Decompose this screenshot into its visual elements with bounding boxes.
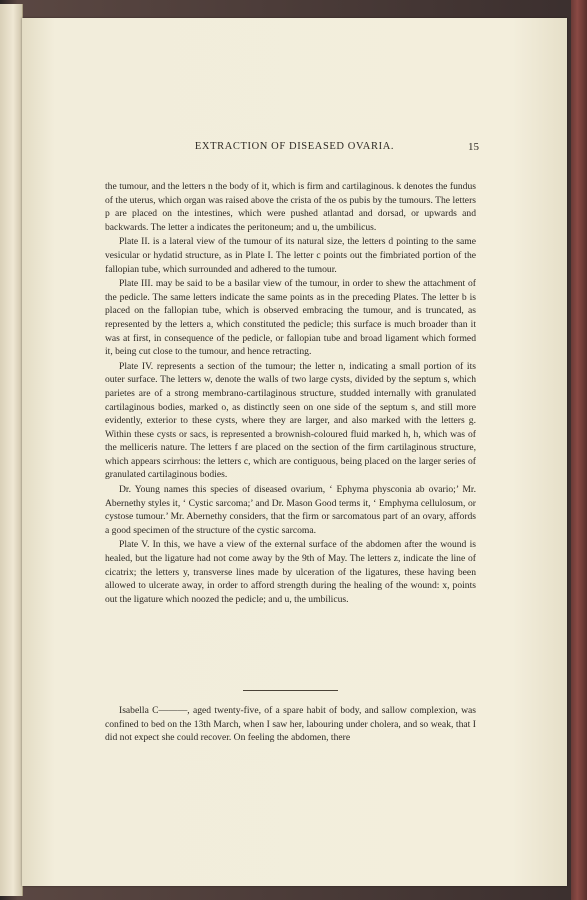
running-head: [22, 141, 567, 155]
running-title: EXTRACTION OF DISEASED OVARIA.: [194, 141, 395, 152]
cover-edge: [571, 0, 587, 900]
page-number: 15: [468, 141, 479, 153]
case-paragraph: Isabella C———, aged twenty-five, of a spare habit of body, and sallow complexion, was confined to bed on the 13th March, when I saw her, labouring under cholera, and so weak, that I did not expect she could recover. On feeling the abdomen, there: [105, 705, 476, 744]
book-page: [22, 18, 567, 886]
main-text: [105, 180, 476, 607]
paragraph: the tumour, and the letters n the body of it, which is firm and cartilaginous. k denotes the fundus of the uterus, which organ was raised above the crista of the os pubis by the tumours. The letters p are placed on the intestines, which were pushed atlantad and dorsad, or upwards and backwards. The letter a indicates the peritoneum; and u, the umbilicus.: [105, 181, 476, 233]
paragraph: Plate IV. represents a section of the tumour; the letter n, indicating a small portion of its outer surface. The letters w, denote the walls of two large cysts, divided by the septum s, which parietes are of a strong membrano-cartilaginous structure, studded internally with granulated cartilaginous bodies, marked o, as distinctly seen on one side of the septum s, and still more evidently, exterior to these cysts, where they are larger, and also marked with the letters g. Within these cysts or sacs, is represented a brownish-coloured fluid marked h, h, which was of the melliceris nature. The letters f are placed on the section of the firm cartilaginous structure, which appears scirrhous: the letters c, which are contiguous, being placed on the larger series of granulated cartilaginous bodies.: [105, 360, 476, 481]
paragraph: Plate V. In this, we have a view of the external surface of the abdomen after the wound is healed, but the ligature had not come away by the 9th of May. The letters z, indicate the line of cicatrix; the letters y, transverse lines made by ulceration of the ligatures, these having been allowed to ulcerate away, in order to afford strength during the healing of the wound: x, points out the ligature which noozed the pedicle; and u, the umbilicus.: [105, 539, 476, 605]
paragraph: Dr. Young names this species of diseased ovarium, ‘ Ephyma physconia ab ovario;’ Mr. Abernethy styles it, ‘ Cystic sarcoma;’ and Dr. Mason Good terms it, ‘ Emphyma cellulosum, or cystose tumour.’ Mr. Abernethy considers, that the firm or sarcomatous part of an ovary, affords a good specimen of the structure of the cystic sarcoma.: [105, 484, 476, 536]
case-text: [105, 704, 476, 745]
section-divider: [243, 690, 338, 691]
paragraph: Plate III. may be said to be a basilar view of the tumour, in order to shew the attachment of the pedicle. The same letters indicate the same points as in the preceding Plates. The letter b is placed on the fallopian tube, which is observed embracing the tumour, and is truncated, as represented by the letters a, which constituted the pedicle; this surface is much broader than it was at first, in consequence of the pedicle, or fallopian tube and broad ligament which formed it, being cut close to the tumour, and hence retracting.: [105, 278, 476, 358]
paragraph: Plate II. is a lateral view of the tumour of its natural size, the letters d pointing to the same vesicular or hydatid structure, as in Plate I. The letter c points out the fimbriated portion of the fallopian tube, which surrounded and adhered to the tumour.: [105, 236, 476, 275]
facing-leaf: [0, 4, 23, 896]
